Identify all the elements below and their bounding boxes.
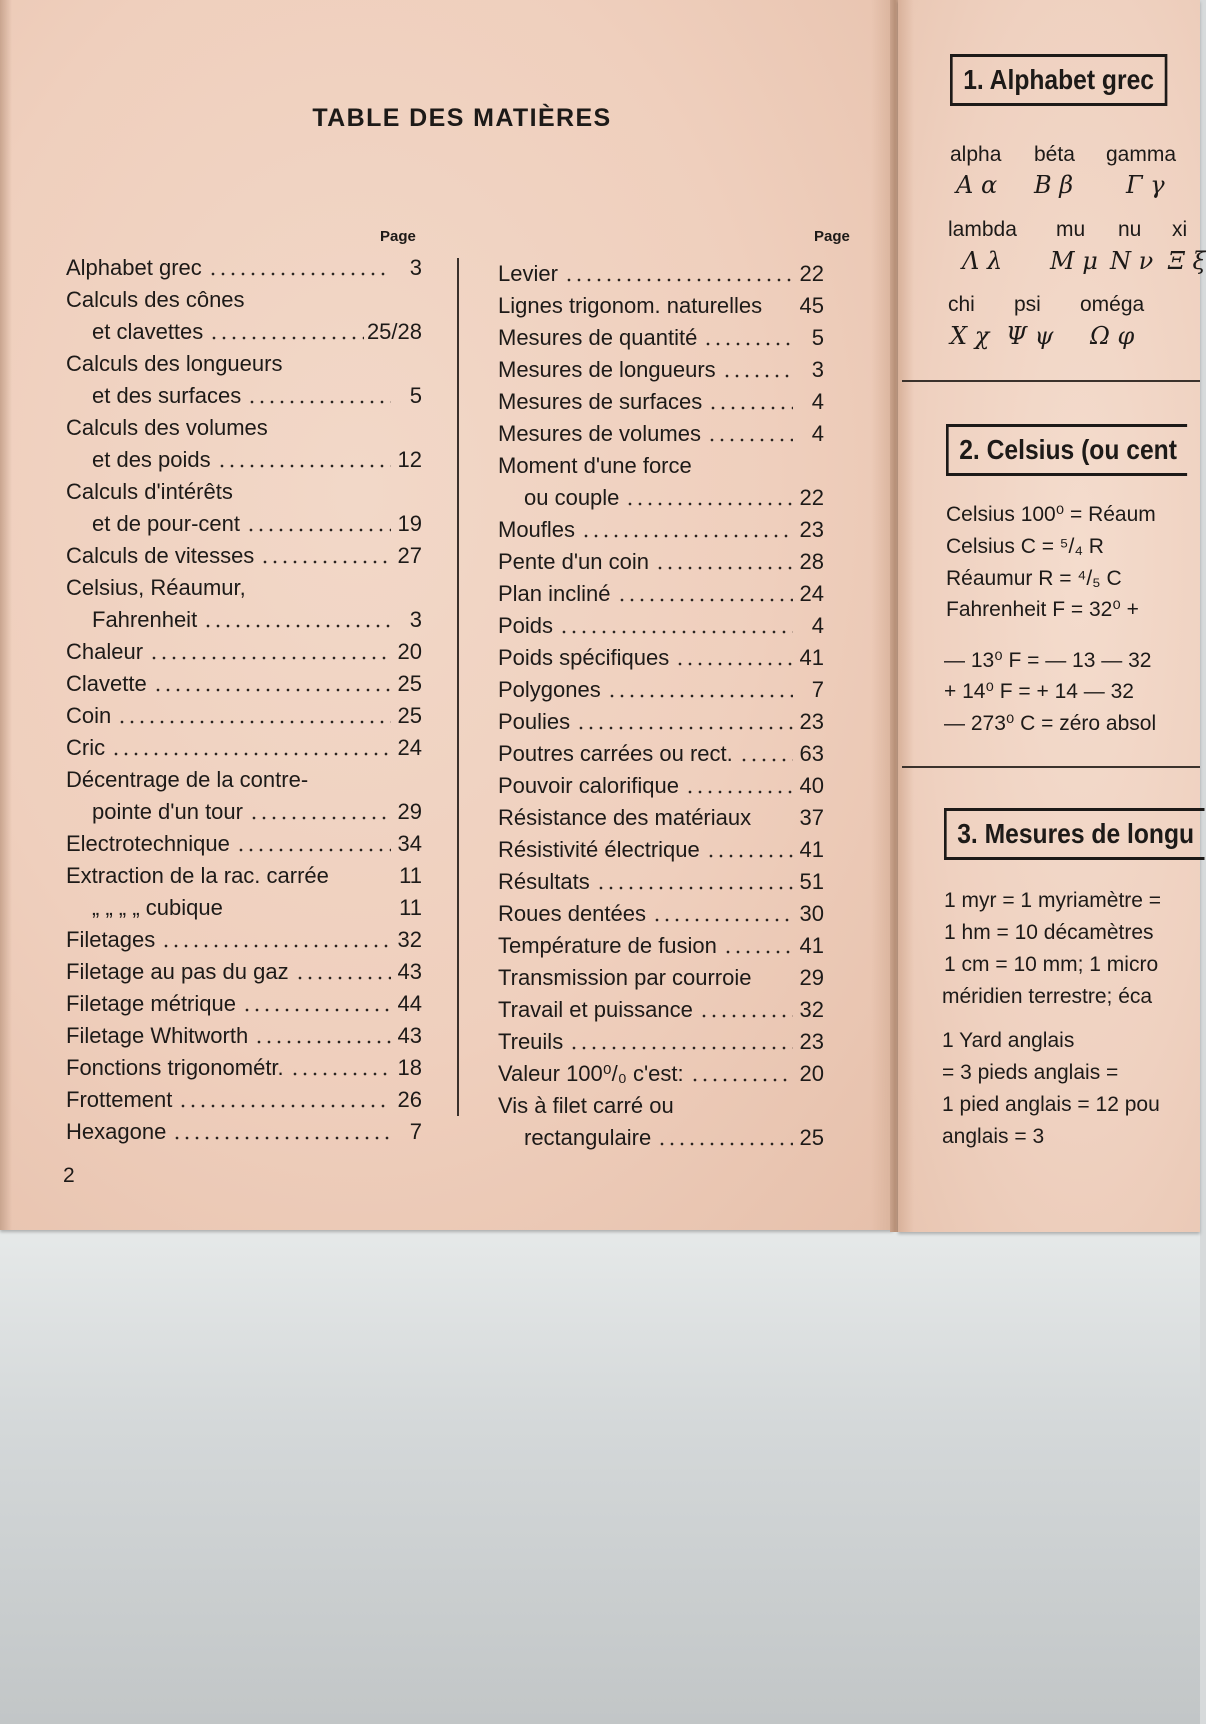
dot-leader <box>739 758 793 762</box>
greek-symbol: Μ μ <box>1050 247 1098 275</box>
dot-leader <box>607 694 793 698</box>
toc-entry <box>66 668 422 700</box>
toc-entry-page: 4 <box>811 421 824 446</box>
dot-leader <box>722 374 793 378</box>
toc-entry-page: 37 <box>799 805 824 830</box>
toc-entry-title: Mesures de longueurs <box>498 357 716 382</box>
toc-entry-title: Plan incliné <box>498 581 611 606</box>
dot-leader <box>117 720 391 724</box>
toc-entry-title: Mesures de volumes <box>498 421 701 446</box>
toc-entry <box>498 898 824 930</box>
toc-entry-page: 4 <box>811 613 824 638</box>
toc-entry-title: et de pour-cent <box>92 511 240 536</box>
greek-symbol: Χ χ <box>950 322 990 350</box>
toc-entry-page: 29 <box>799 965 824 990</box>
section-2-line: + 14⁰ F = + 14 — 32 <box>944 680 1134 703</box>
toc-entry-title: Levier <box>498 261 558 286</box>
section-1-title: 1. Alphabet grec <box>950 54 1167 106</box>
toc-entry <box>498 674 824 706</box>
toc-entry-title: Résultats <box>498 869 590 894</box>
toc-entry <box>498 258 824 290</box>
toc-entry-title: Frottement <box>66 1087 173 1112</box>
greek-name: oméga <box>1080 293 1145 316</box>
toc-entry <box>498 738 824 770</box>
dot-leader <box>596 886 793 890</box>
toc-entry-page: 11 <box>399 895 422 920</box>
toc-entry <box>498 1058 824 1090</box>
dot-leader <box>203 624 391 628</box>
toc-entry <box>66 700 422 732</box>
toc-entry-title: Poulies <box>498 709 571 734</box>
dot-leader <box>576 726 793 730</box>
greek-name: nu <box>1118 218 1142 241</box>
toc-entry-title: Résistivité électrique <box>498 837 700 862</box>
toc-entry <box>66 1084 422 1116</box>
toc-entry-title: Alphabet grec <box>66 255 202 280</box>
toc-entry-title: Décentrage de la contre- <box>66 767 309 792</box>
toc-entry-page: 30 <box>799 901 824 926</box>
dot-leader <box>153 688 391 692</box>
toc-entry-page: 22 <box>799 485 824 510</box>
toc-entry-page: 3 <box>409 607 422 632</box>
toc-entry-page: 3 <box>811 357 824 382</box>
dot-leader <box>172 1136 391 1140</box>
toc-entry-title: Moufles <box>498 517 576 542</box>
toc-entry-title: ou couple <box>524 485 620 510</box>
toc-entry-title: Celsius, Réaumur, <box>66 575 246 600</box>
toc-entry-title: Poids <box>498 613 554 638</box>
toc-entry <box>66 1116 422 1148</box>
toc-entry-title: Cric <box>66 735 106 760</box>
toc-title: TABLE DES MATIÈRES <box>312 104 612 132</box>
greek-name: psi <box>1014 293 1041 316</box>
toc-entry-page: 45 <box>799 293 824 318</box>
section-3-line: 1 Yard anglais <box>942 1029 1075 1052</box>
toc-entry <box>498 962 824 994</box>
section-3-line: 1 myr = 1 myriamètre = <box>944 889 1162 912</box>
toc-entry <box>66 796 422 828</box>
dot-leader <box>559 630 793 634</box>
toc-entry-title: Pente d'un coin <box>498 549 649 574</box>
dot-leader <box>149 656 391 660</box>
greek-symbol: Β β <box>1034 171 1074 199</box>
toc-entry-page: 63 <box>799 741 824 766</box>
greek-name: xi <box>1172 218 1188 241</box>
toc-entry-page: 19 <box>397 511 422 536</box>
toc-entry <box>498 802 824 834</box>
toc-entry <box>498 1026 824 1058</box>
toc-entry-title: Calculs des longueurs <box>66 351 283 376</box>
dot-leader <box>581 534 793 538</box>
toc-entry-title: Calculs des cônes <box>66 287 245 312</box>
toc-entry-page: 5 <box>811 325 824 350</box>
toc-entry-page: 4 <box>811 389 824 414</box>
toc-entry-page: 7 <box>409 1119 422 1144</box>
section-3-title: 3. Mesures de longu <box>944 808 1205 860</box>
section-2-line: Réaumur R = ⁴/₅ C <box>946 567 1122 590</box>
greek-symbol: Γ γ <box>1126 171 1165 199</box>
toc-entry <box>66 1052 422 1084</box>
dot-leader <box>652 918 793 922</box>
dot-leader <box>675 662 793 666</box>
greek-name: béta <box>1034 143 1075 166</box>
toc-entry <box>498 354 824 386</box>
toc-entry-title: Mesures de quantité <box>498 325 698 350</box>
dot-leader <box>295 976 391 980</box>
toc-entry-title: Fonctions trigonométr. <box>66 1055 284 1080</box>
toc-entry <box>66 732 422 764</box>
toc-entry-title: Chaleur <box>66 639 144 664</box>
toc-entry <box>498 290 824 322</box>
toc-entry-title: Extraction de la rac. carrée <box>66 863 329 888</box>
toc-entry-page: 25 <box>397 671 422 696</box>
section-2-line: Celsius 100⁰ = Réaum <box>946 503 1156 526</box>
toc-entry-title: rectangulaire <box>524 1125 652 1150</box>
toc-entry <box>66 540 422 572</box>
toc-entry-page: 41 <box>799 933 824 958</box>
toc-entry-page: 23 <box>799 709 824 734</box>
toc-entry-title: Treuils <box>498 1029 564 1054</box>
toc-entry-title: Travail et puissance <box>498 997 693 1022</box>
toc-entry <box>66 860 422 892</box>
dot-leader <box>723 950 793 954</box>
toc-entry-title: Fahrenheit <box>92 607 198 632</box>
toc-entry-title: Lignes trigonom. naturelles <box>498 293 763 318</box>
dot-leader <box>569 1046 793 1050</box>
toc-entry-page: 43 <box>397 1023 422 1048</box>
dot-leader <box>564 278 793 282</box>
greek-name: lambda <box>948 218 1017 241</box>
toc-entry <box>498 994 824 1026</box>
toc-entry-title: Température de fusion <box>498 933 717 958</box>
toc-entry-title: Calculs de vitesses <box>66 543 255 568</box>
toc-entry-title: Filetage Whitworth <box>66 1023 249 1048</box>
toc-entry-title: Roues dentées <box>498 901 646 926</box>
toc-entry <box>66 444 422 476</box>
toc-entry-page: 25 <box>799 1125 824 1150</box>
toc-entry-title: Clavette <box>66 671 147 696</box>
toc-right-column <box>498 258 824 1154</box>
toc-entry <box>498 482 824 514</box>
toc-entry-title: Filetage au pas du gaz <box>66 959 289 984</box>
toc-entry <box>498 322 824 354</box>
dot-leader <box>247 400 391 404</box>
toc-entry-page: 5 <box>409 383 422 408</box>
toc-entry-title: Résistance des matériaux <box>498 805 752 830</box>
toc-entry-page: 43 <box>397 959 422 984</box>
toc-entry-page: 26 <box>397 1087 422 1112</box>
toc-entry-title: et des surfaces <box>92 383 242 408</box>
greek-name: mu <box>1056 218 1086 241</box>
toc-entry-page: 25 <box>397 703 422 728</box>
dot-leader <box>703 342 793 346</box>
greek-symbol: Ω φ <box>1090 322 1135 350</box>
dot-leader <box>708 406 793 410</box>
toc-entry <box>66 380 422 412</box>
toc-entry <box>498 578 824 610</box>
toc-entry-title: Poutres carrées ou rect. <box>498 741 733 766</box>
greek-name: gamma <box>1106 143 1177 166</box>
toc-entry-title: „ „ „ „ cubique <box>92 895 223 920</box>
section-3-line: = 3 pieds anglais = <box>942 1061 1119 1084</box>
toc-entry-page: 12 <box>397 447 422 472</box>
greek-symbol: Ν ν <box>1110 247 1154 275</box>
section-3-line: anglais = 3 <box>942 1125 1045 1148</box>
section-divider <box>902 380 1200 382</box>
section-3-line: méridien terrestre; éca <box>942 985 1153 1008</box>
dot-leader <box>657 1142 793 1146</box>
toc-entry <box>498 1122 824 1154</box>
toc-entry <box>66 764 422 796</box>
toc-entry <box>66 412 422 444</box>
toc-entry-page: 20 <box>397 639 422 664</box>
toc-entry-page: 7 <box>811 677 824 702</box>
toc-entry-title: Calculs des volumes <box>66 415 268 440</box>
toc-entry-title: pointe d'un tour <box>92 799 243 824</box>
dot-leader <box>625 502 793 506</box>
toc-entry <box>498 834 824 866</box>
toc-entry <box>66 252 422 284</box>
toc-entry-title: Polygones <box>498 677 601 702</box>
toc-entry <box>498 770 824 802</box>
toc-entry <box>66 828 422 860</box>
section-3-line: 1 pied anglais = 12 pou <box>942 1093 1160 1116</box>
toc-entry-page: 41 <box>799 645 824 670</box>
page-column-heading-right: Page <box>814 228 850 245</box>
page-number: 2 <box>63 1164 75 1187</box>
toc-entry <box>498 610 824 642</box>
toc-entry-title: Transmission par courroie <box>498 965 752 990</box>
dot-leader <box>699 1014 793 1018</box>
dot-leader <box>707 438 793 442</box>
dot-leader <box>111 752 391 756</box>
toc-entry <box>498 930 824 962</box>
toc-entry-page: 34 <box>397 831 422 856</box>
dot-leader <box>706 854 793 858</box>
toc-entry <box>498 706 824 738</box>
toc-entry <box>498 386 824 418</box>
toc-entry-title: Coin <box>66 703 112 728</box>
toc-entry-title: Filetages <box>66 927 156 952</box>
toc-entry-title: Moment d'une force <box>498 453 692 478</box>
toc-entry-title: Pouvoir calorifique <box>498 773 679 798</box>
toc-entry-page: 32 <box>799 997 824 1022</box>
dot-leader <box>208 272 391 276</box>
toc-entry-title: et des poids <box>92 447 211 472</box>
toc-entry-page: 44 <box>397 991 422 1016</box>
toc-entry-page: 11 <box>399 863 422 888</box>
toc-entry-page: 3 <box>409 255 422 280</box>
toc-entry <box>66 1020 422 1052</box>
toc-entry-page: 40 <box>799 773 824 798</box>
toc-entry-title: et clavettes <box>92 319 204 344</box>
dot-leader <box>655 566 793 570</box>
background-surface <box>0 1228 1200 1724</box>
toc-entry-page: 51 <box>799 869 824 894</box>
section-2-line: — 273⁰ C = zéro absol <box>944 712 1157 735</box>
dot-leader <box>209 336 364 340</box>
toc-entry <box>66 988 422 1020</box>
dot-leader <box>290 1072 391 1076</box>
toc-entry <box>66 604 422 636</box>
dot-leader <box>685 790 793 794</box>
toc-entry <box>66 284 422 316</box>
dot-leader <box>178 1104 391 1108</box>
toc-entry <box>498 1090 824 1122</box>
toc-entry <box>66 348 422 380</box>
toc-entry <box>66 636 422 668</box>
toc-entry-page: 24 <box>799 581 824 606</box>
toc-entry-title: Electrotechnique <box>66 831 230 856</box>
toc-entry-page: 29 <box>397 799 422 824</box>
toc-entry-page: 32 <box>397 927 422 952</box>
toc-entry-page: 23 <box>799 517 824 542</box>
greek-name: chi <box>948 293 975 316</box>
section-3-line: 1 cm = 10 mm; 1 micro <box>944 953 1159 976</box>
toc-entry-title: Filetage métrique <box>66 991 236 1016</box>
toc-entry-title: Calculs d'intérêts <box>66 479 233 504</box>
section-2-line: Celsius C = ⁵/₄ R <box>946 535 1104 558</box>
dot-leader <box>254 1040 391 1044</box>
toc-entry <box>66 924 422 956</box>
toc-entry <box>66 956 422 988</box>
toc-entry <box>498 642 824 674</box>
toc-entry-page: 27 <box>397 543 422 568</box>
dot-leader <box>690 1078 793 1082</box>
toc-entry <box>66 316 422 348</box>
dot-leader <box>242 1008 391 1012</box>
toc-entry <box>66 892 422 924</box>
section-2-line: Fahrenheit F = 32⁰ + <box>946 598 1139 621</box>
dot-leader <box>260 560 391 564</box>
greek-symbol: Ξ ξ <box>1168 247 1206 275</box>
toc-entry <box>66 508 422 540</box>
dot-leader <box>249 816 391 820</box>
toc-entry-title: Mesures de surfaces <box>498 389 703 414</box>
dot-leader <box>161 944 391 948</box>
section-2-title: 2. Celsius (ou cent <box>946 424 1187 476</box>
toc-entry-page: 25/28 <box>366 319 422 344</box>
toc-entry <box>498 866 824 898</box>
toc-entry-page: 41 <box>799 837 824 862</box>
dot-leader <box>617 598 793 602</box>
toc-entry-page: 20 <box>799 1061 824 1086</box>
toc-entry-title: Valeur 100⁰/₀ c'est: <box>498 1061 684 1086</box>
toc-entry-page: 23 <box>799 1029 824 1054</box>
toc-left-column <box>66 252 422 1148</box>
toc-entry <box>498 418 824 450</box>
dot-leader <box>217 464 391 468</box>
greek-symbol: Λ λ <box>962 247 1003 275</box>
toc-entry <box>498 450 824 482</box>
toc-entry-page: 24 <box>397 735 422 760</box>
page-column-heading-left: Page <box>380 228 416 245</box>
section-3-line: 1 hm = 10 décamètres <box>944 921 1154 944</box>
toc-entry-page: 18 <box>397 1055 422 1080</box>
toc-entry-title: Hexagone <box>66 1119 167 1144</box>
toc-entry-page: 28 <box>799 549 824 574</box>
column-divider <box>457 258 459 1116</box>
toc-entry <box>66 476 422 508</box>
toc-entry <box>498 546 824 578</box>
dot-leader <box>246 528 391 532</box>
greek-symbol: Ψ ψ <box>1006 322 1054 350</box>
toc-entry <box>66 572 422 604</box>
toc-entry-page: 22 <box>799 261 824 286</box>
toc-entry-title: Vis à filet carré ou <box>498 1093 674 1118</box>
dot-leader <box>236 848 391 852</box>
greek-name: alpha <box>950 143 1002 166</box>
section-2-line: — 13⁰ F = — 13 — 32 <box>944 649 1152 672</box>
section-divider <box>902 766 1200 768</box>
toc-entry-title: Poids spécifiques <box>498 645 670 670</box>
greek-symbol: Α α <box>956 171 998 199</box>
toc-entry <box>498 514 824 546</box>
